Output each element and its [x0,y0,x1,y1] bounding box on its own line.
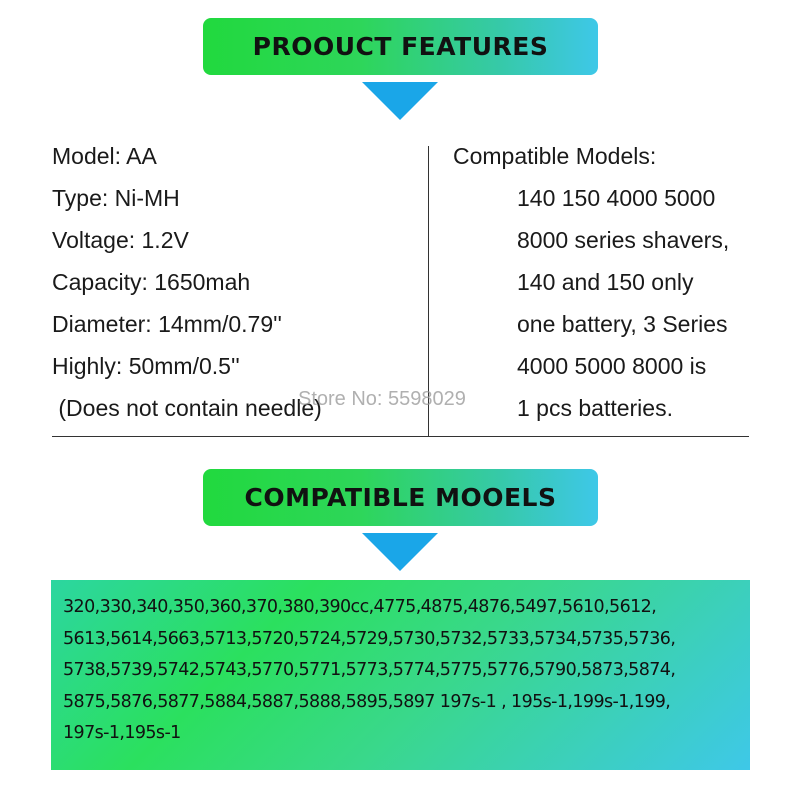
section-divider [52,436,749,437]
models-line: 320,330,340,350,360,370,380,390cc,4775,4875,4876,5497,5610,5612, [63,597,657,617]
product-features-banner [203,18,598,75]
compatible-line: one battery, 3 Series [517,311,728,337]
compatible-line: 8000 series shavers, [517,227,730,253]
down-arrow-icon [362,82,438,120]
compatible-models-banner [203,469,598,526]
compatible-line: 140 and 150 only [517,269,694,295]
spec-capacity: Capacity: 1650mah [52,269,251,295]
compatible-models-title: Compatible Models: [453,143,657,169]
spec-diameter: Diameter: 14mm/0.79'' [52,311,282,337]
compatible-line: 140 150 4000 5000 [517,185,716,211]
models-list-box [51,580,750,770]
compatible-line: 1 pcs batteries. [517,395,673,421]
down-arrow-icon [362,533,438,571]
spec-model: Model: AA [52,143,157,169]
spec-note: (Does not contain needle) [52,395,322,421]
compatible-models-list [517,177,729,429]
models-line: 5738,5739,5742,5743,5770,5771,5773,5774,5775,5776,5790,5873,5874, [63,660,676,680]
spec-list [52,135,322,429]
models-line: 197s-1,195s-1 [63,723,181,743]
store-watermark: Store No: 5598029 [298,388,466,410]
models-line: 5875,5876,5877,5884,5887,5888,5895,5897 197s-1 , 195s-1,199s-1,199, [63,691,671,712]
spec-voltage: Voltage: 1.2V [52,227,189,253]
compatible-models-banner-title: COMPATIBLE MOOELS [244,483,557,512]
product-features-title: PROOUCT FEATURES [252,32,549,61]
models-line: 5613,5614,5663,5713,5720,5724,5729,5730,5732,5733,5734,5735,5736, [63,628,676,649]
spec-type: Type: Ni-MH [52,185,180,211]
spec-height: Highly: 50mm/0.5'' [52,353,240,379]
compatible-line: 4000 5000 8000 is [517,353,707,379]
